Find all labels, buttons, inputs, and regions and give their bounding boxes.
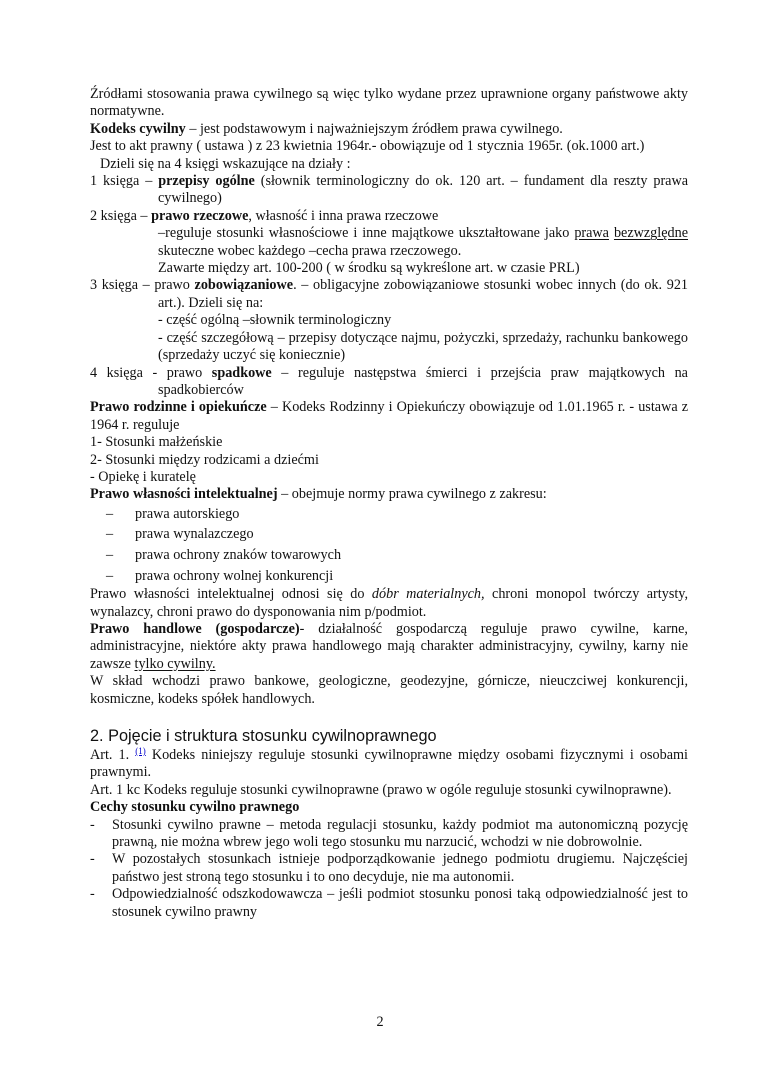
book-2-line2: skuteczne wobec każdego –cecha prawa rzeczowego.	[158, 242, 462, 259]
commercial-law-underline: tylko cywilny.	[134, 655, 216, 672]
ip-note-italic: dóbr materialnych,	[371, 586, 485, 603]
page-number: 2	[376, 1014, 384, 1030]
list-item	[90, 545, 688, 566]
book-2-detail	[90, 225, 688, 260]
book-4-prefix: 4 księga - prawo	[90, 364, 212, 381]
book-3-title: zobowiązaniowe	[194, 277, 294, 294]
book-3-sub-2: - część szczegółową – przepisy dotyczące najmu, pożyczki, sprzedaży, rachunku bankowego (sprzedaży uczyć się koniecznie)	[158, 329, 688, 364]
list-item-text: prawa autorskiego	[135, 505, 240, 522]
act-paragraph: Jest to akt prawny ( ustawa ) z 23 kwietnia 1964r.- obowiązuje od 1 stycznia 1965r. (ok.1000 art.)	[90, 138, 645, 155]
list-item	[90, 566, 688, 587]
commercial-law-paragraph	[90, 621, 688, 673]
sources-paragraph: Źródłami stosowania prawa cywilnego są więc tylko wydane przez uprawnione organy państwowe akty normatywne.	[90, 86, 688, 120]
feature-text: W pozostałych stosunkach istnieje podporządkowanie jednego podmiotu drugiemu. Najczęściej państwo jest stroną tego stosunku i to ono decyduje, nie ma autonomii.	[112, 851, 688, 885]
book-1-prefix: 1 księga –	[90, 173, 159, 190]
dash-marker: –	[106, 526, 114, 543]
list-item	[90, 524, 688, 545]
dash-marker: –	[106, 567, 114, 584]
ip-law-term: Prawo własności intelektualnej	[90, 486, 278, 503]
book-2	[90, 208, 688, 225]
book-3	[90, 277, 688, 312]
civil-code-paragraph	[90, 121, 688, 138]
book-4-desc: – reguluje następstwa śmierci i przejścia praw majątkowych na spadkobierców	[158, 364, 688, 398]
feature-text: Odpowiedzialność odszkodowawcza – jeśli podmiot stosunku ponosi taką odpowiedzialność jest to stosunek cywilno prawny	[112, 886, 688, 920]
book-4-title: spadkowe	[211, 364, 272, 381]
book-2-underline-b: bezwzględne	[613, 225, 689, 242]
family-law-term: Prawo rodzinne i opiekuńcze	[90, 399, 267, 416]
book-1	[90, 173, 688, 208]
art-1-kc-paragraph: Art. 1 kc Kodeks reguluje stosunki cywilnoprawne (prawo w ogóle reguluje stosunki cywilnoprawne).	[90, 781, 672, 798]
ip-law-list	[90, 504, 688, 586]
book-2-underline-a: prawa	[574, 225, 609, 242]
ip-law-desc: – obejmuje normy prawa cywilnego z zakresu:	[277, 486, 547, 503]
features-title	[90, 799, 688, 816]
family-item: - Opiekę i kuratelę	[90, 468, 196, 485]
feature-item	[90, 886, 688, 921]
book-1-desc: (słownik terminologiczny do ok. 120 art. – fundament dla reszty prawa cywilnego)	[158, 173, 689, 207]
list-item	[90, 504, 688, 525]
books-intro: Dzieli się na 4 księgi wskazujące na działy :	[100, 155, 351, 172]
civil-code-term: Kodeks cywilny	[90, 120, 186, 137]
ip-law-note	[90, 586, 688, 621]
art-1-prefix: Art. 1.	[90, 746, 136, 763]
book-1-title: przepisy ogólne	[158, 173, 255, 190]
book-2-articles: Zawarte między art. 100-200 ( w środku są wykreślone art. w czasie PRL)	[158, 260, 580, 277]
section-2-heading: 2. Pojęcie i struktura stosunku cywilnoprawnego	[90, 726, 437, 745]
art-1-text: Kodeks niniejszy reguluje stosunki cywilnoprawne między osobami fizycznymi i osobami prawnymi.	[90, 746, 689, 781]
commercial-law-desc: - działalność gospodarczą reguluje prawo cywilne, karne, administracyjne, niektóre akty prawa handlowego mają charakter administracyjny, cywilny, karny nie zawsze	[90, 620, 688, 672]
dash-marker: –	[106, 546, 114, 563]
features-title-text: Cechy stosunku cywilno prawnego	[90, 799, 300, 816]
dash-marker: –	[106, 505, 114, 522]
book-3-desc: . – obligacyjne zobowiązaniowe stosunki wobec innych (do ok. 921 art.). Dzieli się na:	[158, 277, 689, 311]
art-1-paragraph	[90, 747, 688, 782]
book-3-sub-1: - część ogólną –słownik terminologiczny	[158, 312, 392, 329]
ip-note-a: Prawo własności intelektualnej odnosi się do	[90, 586, 372, 603]
hyphen-marker: -	[90, 851, 95, 868]
footnote-link[interactable]: (1)	[135, 745, 146, 756]
family-law-paragraph	[90, 399, 688, 434]
feature-text: Stosunki cywilno prawne – metoda regulacji stosunku, każdy podmiot ma autonomiczną pozycję prawną, nie można wbrew jego woli tego stosunku mu narzucić, wchodzi w nie dobrowolnie.	[112, 816, 688, 850]
ip-note-b: chroni monopol twórczy artysty, wynalazcy, chroni prawo do dysponowania nim p/podmiot.	[90, 586, 688, 620]
book-2-desc: , własność i inna prawa rzeczowe	[248, 207, 439, 224]
family-law-desc: – Kodeks Rodzinny i Opiekuńczy obowiązuje od 1.01.1965 r. - ustawa z 1964 r. reguluje	[90, 399, 688, 433]
book-4	[90, 365, 688, 400]
family-item: 1- Stosunki małżeńskie	[90, 434, 223, 451]
feature-item	[90, 851, 688, 886]
family-item: 2- Stosunki między rodzicami a dziećmi	[90, 451, 319, 468]
civil-code-desc: – jest podstawowym i najważniejszym źródłem prawa cywilnego.	[185, 120, 563, 137]
ip-law-paragraph	[90, 486, 688, 503]
list-item-text: prawa ochrony wolnej konkurencji	[135, 567, 334, 584]
hyphen-marker: -	[90, 886, 95, 903]
book-2-prefix: 2 księga –	[90, 207, 152, 224]
feature-item	[90, 817, 688, 852]
book-2-line1: –reguluje stosunki własnościowe i inne majątkowe ukształtowane jako	[158, 225, 575, 242]
commercial-law-term: Prawo handlowe (gospodarcze)	[90, 620, 300, 637]
hyphen-marker: -	[90, 816, 95, 833]
list-item-text: prawa ochrony znaków towarowych	[135, 546, 342, 563]
book-3-prefix: 3 księga – prawo	[90, 277, 195, 294]
list-item-text: prawa wynalazczego	[135, 526, 254, 543]
book-2-title: prawo rzeczowe	[151, 207, 249, 224]
page-content	[90, 86, 688, 921]
commercial-law-scope: W skład wchodzi prawo bankowe, geologiczne, geodezyjne, górnicze, nieuczciwej konkurencji, kosmiczne, kodeks spółek handlowych.	[90, 673, 688, 707]
